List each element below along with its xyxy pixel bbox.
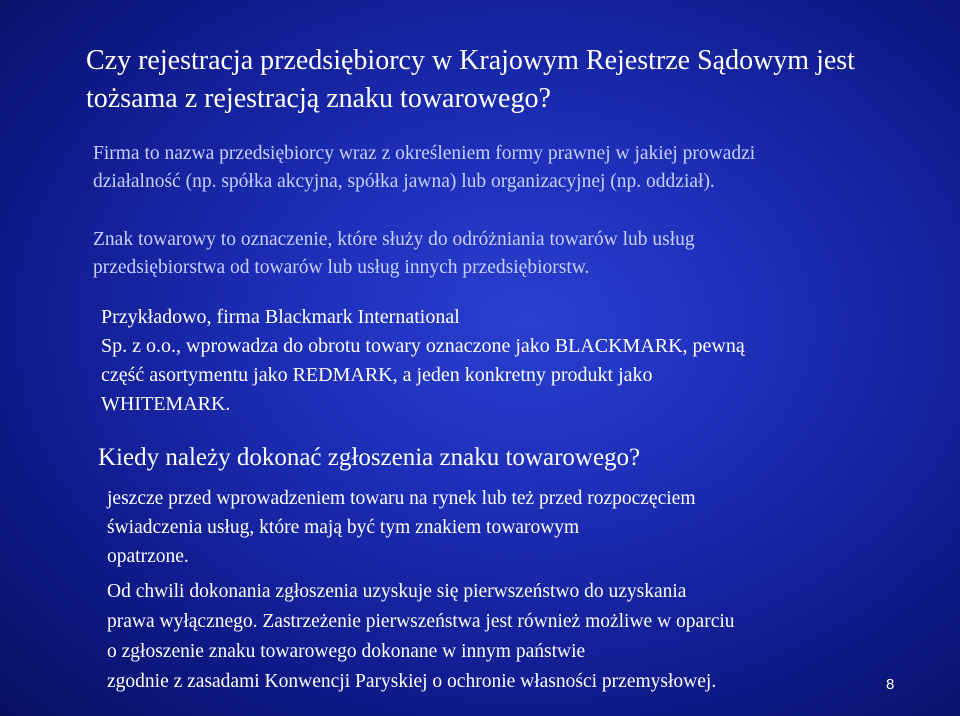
answer-line: świadczenia usług, które mają być tym znakiem towarowym <box>107 517 580 538</box>
example-line: część asortymentu jako REDMARK, a jeden konkretny produkt jako <box>101 364 653 386</box>
example-paragraph <box>101 303 881 419</box>
trademark-definition-paragraph: Znak towarowy to oznaczenie, które służy do odróżniania towarów lub usług przedsiębiorstwa od towarów lub usług innych przedsiębiorstw. <box>93 229 695 278</box>
priority-line: o zgłoszenie znaku towarowego dokonane w innym państwie <box>107 641 586 662</box>
example-line: WHITEMARK. <box>101 393 231 415</box>
example-line: Przykładowo, firma Blackmark International <box>101 306 460 328</box>
filing-question-heading: Kiedy należy dokonać zgłoszenia znaku towarowego? <box>98 444 641 471</box>
answer-line: opatrzone. <box>107 546 189 567</box>
example-line: Sp. z o.o., wprowadza do obrotu towary oznaczone jako BLACKMARK, pewną <box>101 335 745 357</box>
priority-line: Od chwili dokonania zgłoszenia uzyskuje się pierwszeństwo do uzyskania <box>107 581 687 602</box>
slide-title: Czy rejestracja przedsiębiorcy w Krajowym Rejestrze Sądowym jest tożsama z rejestracją znaku towarowego? <box>86 45 855 114</box>
priority-line: zgodnie z zasadami Konwencji Paryskiej o ochronie własności przemysłowej. <box>107 671 717 692</box>
page-number: 8 <box>886 676 895 693</box>
priority-paragraph <box>107 577 867 697</box>
answer-line: jeszcze przed wprowadzeniem towaru na rynek lub też przed rozpoczęciem <box>107 488 696 509</box>
filing-answer-paragraph <box>107 484 867 571</box>
priority-line: prawa wyłącznego. Zastrzeżenie pierwszeństwa jest również możliwe w oparciu <box>107 611 735 632</box>
firma-definition-paragraph: Firma to nazwa przedsiębiorcy wraz z określeniem formy prawnej w jakiej prowadzi działalność (np. spółka akcyjna, spółka jawna) lub organizacyjnej (np. oddział). <box>93 143 756 192</box>
